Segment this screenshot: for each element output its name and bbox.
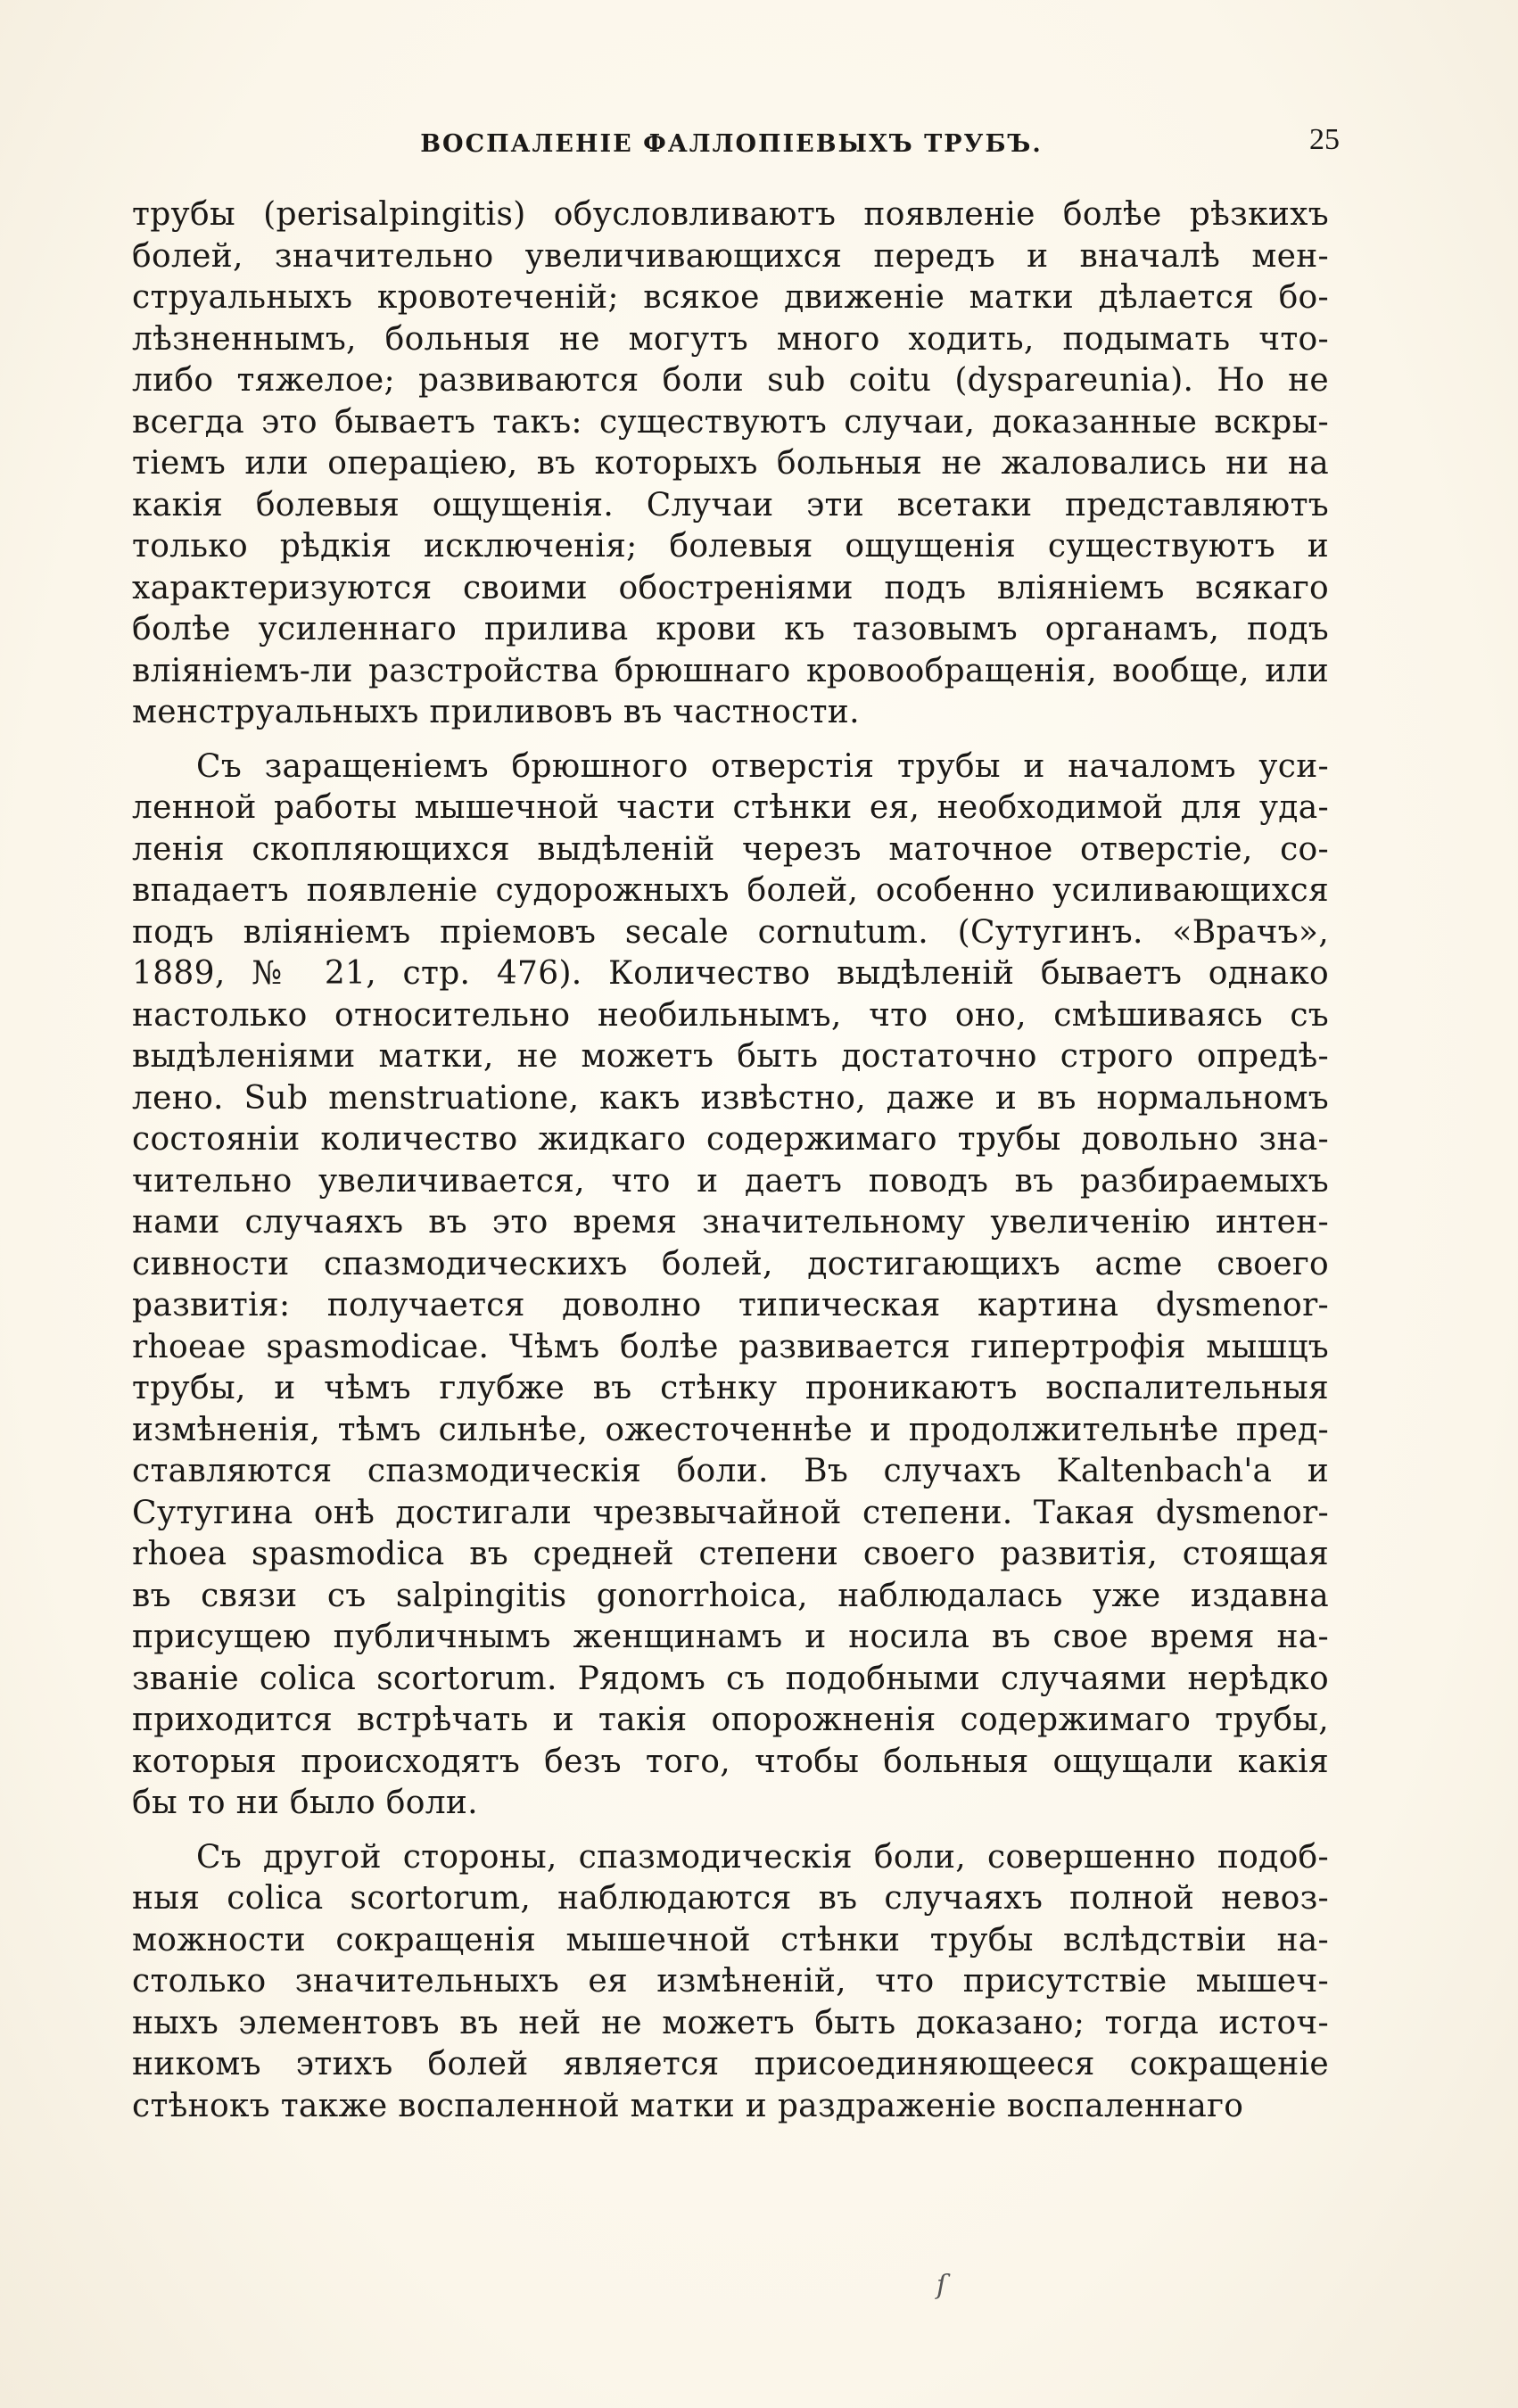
text-line: лѣзненнымъ, больныя не могутъ много ходить, подымать что- bbox=[132, 320, 1329, 358]
text-line: лено. Sub menstruatione, какъ извѣстно, даже и въ нормальномъ bbox=[132, 1079, 1329, 1117]
text-line: выдѣленіями матки, не можетъ быть достаточно строго опредѣ- bbox=[132, 1038, 1329, 1075]
text-line: никомъ этихъ болей является присоединяющееся сокращеніе bbox=[132, 2046, 1329, 2082]
text-line: ставляются спазмодическія боли. Въ случахъ Kaltenbach'а и bbox=[132, 1453, 1329, 1489]
text-line: Сутугина онѣ достигали чрезвычайной степени. Такая dysmenor- bbox=[132, 1494, 1329, 1531]
text-line: нами случаяхъ въ это время значительному увеличенію интен- bbox=[132, 1204, 1329, 1241]
text-line: ныя colica scortorum, наблюдаются въ случаяхъ полной невоз- bbox=[132, 1880, 1329, 1917]
text-line: Съ другой стороны, спазмодическія боли, совершенно подоб- bbox=[196, 1838, 1329, 1876]
text-line: всегда это бываетъ такъ: существуютъ случаи, доказанные вскры- bbox=[132, 403, 1329, 441]
running-title: ВОСПАЛЕНІЕ ФАЛЛОПІЕВЫХЪ ТРУБЪ. bbox=[420, 130, 1043, 158]
text-line: можности сокращенія мышечной стѣнки трубы вслѣдствіи на- bbox=[132, 1921, 1329, 1959]
text-line: менструальныхъ приливовъ въ частности. bbox=[132, 694, 860, 730]
text-line: званіе colica scortorum. Рядомъ съ подобными случаями нерѣдко bbox=[132, 1660, 1329, 1697]
ink-mark: ſ bbox=[936, 2270, 947, 2301]
text-line: 1889, № 21, стр. 476). Количество выдѣленій бываетъ однако bbox=[132, 955, 1329, 992]
text-line: трубы, и чѣмъ глубже въ стѣнку проникаютъ воспалительныя bbox=[132, 1370, 1329, 1406]
text-line: въ связи съ salpingitis gonorrhoica, наблюдалась уже издавна bbox=[132, 1577, 1329, 1614]
text-line: измѣненія, тѣмъ сильнѣе, ожесточеннѣе и продолжительнѣе пред- bbox=[132, 1411, 1329, 1448]
text-line: ныхъ элементовъ въ ней не можетъ быть доказано; тогда источ- bbox=[132, 2004, 1329, 2041]
text-line: болей, значительно увеличивающихся передъ и вначалѣ мен- bbox=[132, 237, 1329, 275]
paragraph bbox=[132, 194, 1329, 734]
text-line: либо тяжелое; развиваются боли sub coitu (dyspareunia). Но не bbox=[132, 362, 1329, 399]
paragraph bbox=[132, 1837, 1329, 2128]
paragraph bbox=[132, 746, 1329, 1825]
text-line: rhoeae spasmodicae. Чѣмъ болѣе развивается гипертрофія мышцъ bbox=[132, 1328, 1329, 1365]
page-number: 25 bbox=[1309, 123, 1340, 156]
text-line: присущею публичнымъ женщинамъ и носила въ свое время на- bbox=[132, 1619, 1329, 1655]
text-line: приходится встрѣчать и такія опорожненія содержимаго трубы, bbox=[132, 1702, 1329, 1738]
text-line: характеризуются своими обостреніями подъ вліяніемъ всякаго bbox=[132, 569, 1329, 606]
text-line: Съ заращеніемъ брюшного отверстія трубы и началомъ уси- bbox=[196, 747, 1329, 785]
text-line: бы то ни было боли. bbox=[132, 1785, 478, 1821]
text-line: стѣнокъ также воспаленной матки и раздраженіе воспаленнаго bbox=[132, 2087, 1244, 2124]
text-line: которыя происходятъ безъ того, чтобы больныя ощущали какія bbox=[132, 1743, 1329, 1780]
text-line: состояніи количество жидкаго содержимаго трубы довольно зна- bbox=[132, 1121, 1329, 1158]
text-line: ленія скопляющихся выдѣленій черезъ маточное отверстіе, со- bbox=[132, 830, 1329, 868]
text-line: трубы (perisalpingitis) обусловливаютъ появленіе болѣе рѣзкихъ bbox=[132, 196, 1329, 233]
text-line: чительно увеличивается, что и даетъ поводъ въ разбираемыхъ bbox=[132, 1162, 1329, 1200]
text-line: тіемъ или операціею, въ которыхъ больныя не жаловались ни на bbox=[132, 445, 1329, 482]
text-line: болѣе усиленнаго прилива крови къ тазовымъ органамъ, подъ bbox=[132, 611, 1329, 647]
text-line: вліяніемъ-ли разстройства брюшнаго кровообращенія, вообще, или bbox=[132, 652, 1329, 689]
text-line: столько значительныхъ ея измѣненій, что присутствіе мышеч- bbox=[132, 1963, 1329, 2000]
text-line: развитія: получается доволно типическая картина dysmenor- bbox=[132, 1287, 1329, 1324]
text-line: впадаетъ появленіе судорожныхъ болей, особенно усиливающихся bbox=[132, 872, 1329, 909]
text-line: ленной работы мышечной части стѣнки ея, необходимой для уда- bbox=[132, 789, 1329, 826]
text-line: струальныхъ кровотеченій; всякое движеніе матки дѣлается бо- bbox=[132, 279, 1329, 316]
text-line: только рѣдкія исключенія; болевыя ощущенія существуютъ и bbox=[132, 528, 1329, 565]
page-header bbox=[134, 123, 1340, 177]
text-line: подъ вліяніемъ пріемовъ secale cornutum. (Сутугинъ. «Врачъ», bbox=[132, 913, 1329, 951]
body-text bbox=[132, 194, 1329, 2127]
text-line: настолько относительно необильнымъ, что оно, смѣшиваясь съ bbox=[132, 996, 1329, 1034]
text-line: сивности спазмодическихъ болей, достигающихъ acme своего bbox=[132, 1245, 1329, 1282]
text-line: rhoea spasmodica въ средней степени своего развитія, стоящая bbox=[132, 1536, 1329, 1572]
text-line: какія болевыя ощущенія. Случаи эти всетаки представляютъ bbox=[132, 486, 1329, 524]
